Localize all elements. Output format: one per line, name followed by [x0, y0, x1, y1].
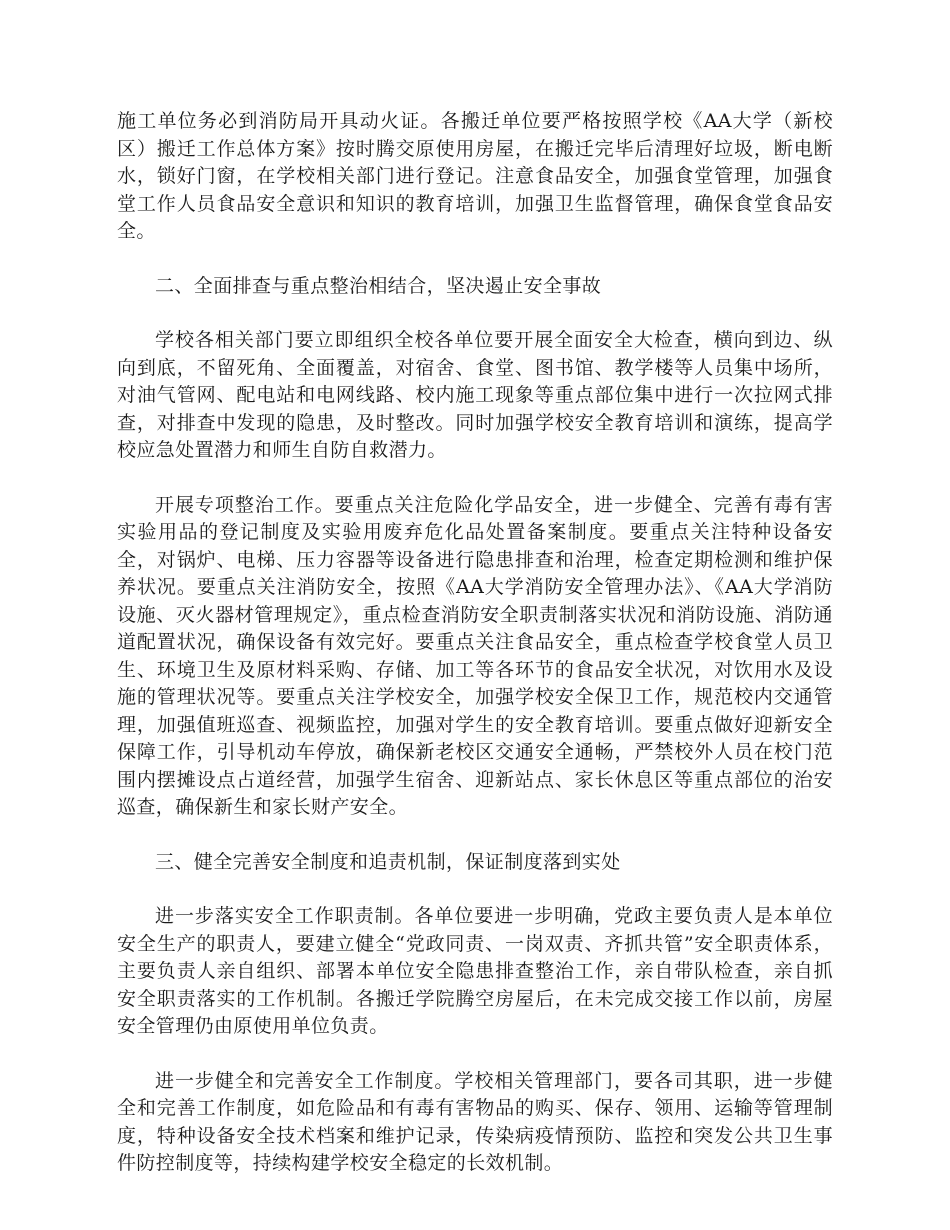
paragraph-special-rectification: 开展专项整治工作。要重点关注危险化学品安全，进一步健全、完善有毒有害实验用品的登记制度及实验用废弃危化品处置备案制度。要重点关注特种设备安全，对锅炉、电梯、压力容器等设备进行隐患排查和治理，检查定期检测和维护保养状况。要重点关注消防安全，按照《AA大学消防安全管理办法》、《AA大学消防设施、灭火器材管理规定》，重点检查消防安全职责制落实状况和消防设施、消防通道配置状况，确保设备有效完好。要重点关注食品安全，重点检查学校食堂人员卫生、环境卫生及原材料采购、存储、加工等各环节的食品安全状况，对饮用水及设施的管理状况等。要重点关注学校安全，加强学校安全保卫工作，规范校内交通管理，加强值班巡查、视频监控，加强对学生的安全教育培训。要重点做好迎新安全保障工作，引导机动车停放，确保新老校区交通安全通畅，严禁校外人员在校门范围内摆摊设点占道经营，加强学生宿舍、迎新站点、家长休息区等重点部位的治安巡查，确保新生和家长财产安全。: [117, 493, 833, 818]
paragraph-responsibility-system: 进一步落实安全工作职责制。各单位要进一步明确，党政主要负责人是本单位安全生产的职责人，要建立健全“党政同责、一岗双责、齐抓共管”安全职责体系，主要负责人亲自组织、部署本单位安全隐患排查整治工作，亲自带队检查，亲自抓安全职责落实的工作机制。各搬迁学院腾空房屋后，在未完成交接工作以前，房屋安全管理仍由原使用单位负责。: [117, 905, 833, 1037]
paragraph-comprehensive-inspection: 学校各相关部门要立即组织全校各单位要开展全面安全大检查，横向到边、纵向到底，不留死角、全面覆盖，对宿舍、食堂、图书馆、教学楼等人员集中场所，对油气管网、配电站和电网线路、校内施工现象等重点部位集中进行一次拉网式排查，对排查中发现的隐患，及时整改。同时加强学校安全教育培训和演练，提高学校应急处置潜力和师生自防自救潜力。: [117, 329, 833, 461]
section-heading-3: 三、健全完善安全制度和追责机制，保证制度落到实处: [155, 850, 621, 873]
paragraph-safety-rules: 进一步健全和完善安全工作制度。学校相关管理部门，要各司其职，进一步健全和完善工作制度，如危险品和有毒有害物品的购买、保存、领用、运输等管理制度，特种设备安全技术档案和维护记录，传染病疫情预防、监控和突发公共卫生事件防控制度等，持续构建学校安全稳定的长效机制。: [117, 1069, 833, 1174]
paragraph-construction-fire-permit: 施工单位务必到消防局开具动火证。各搬迁单位要严格按照学校《AA大学（新校区）搬迁工作总体方案》按时腾交原使用房屋，在搬迁完毕后清理好垃圾，断电断水，锁好门窗，在学校相关部门进行登记。注意食品安全，加强食堂管理，加强食堂工作人员食品安全意识和知识的教育培训，加强卫生监督管理，确保食堂食品安全。: [117, 110, 833, 242]
section-heading-2: 二、全面排查与重点整治相结合，坚决遏止安全事故: [155, 274, 602, 297]
document-page: [117, 108, 833, 1178]
